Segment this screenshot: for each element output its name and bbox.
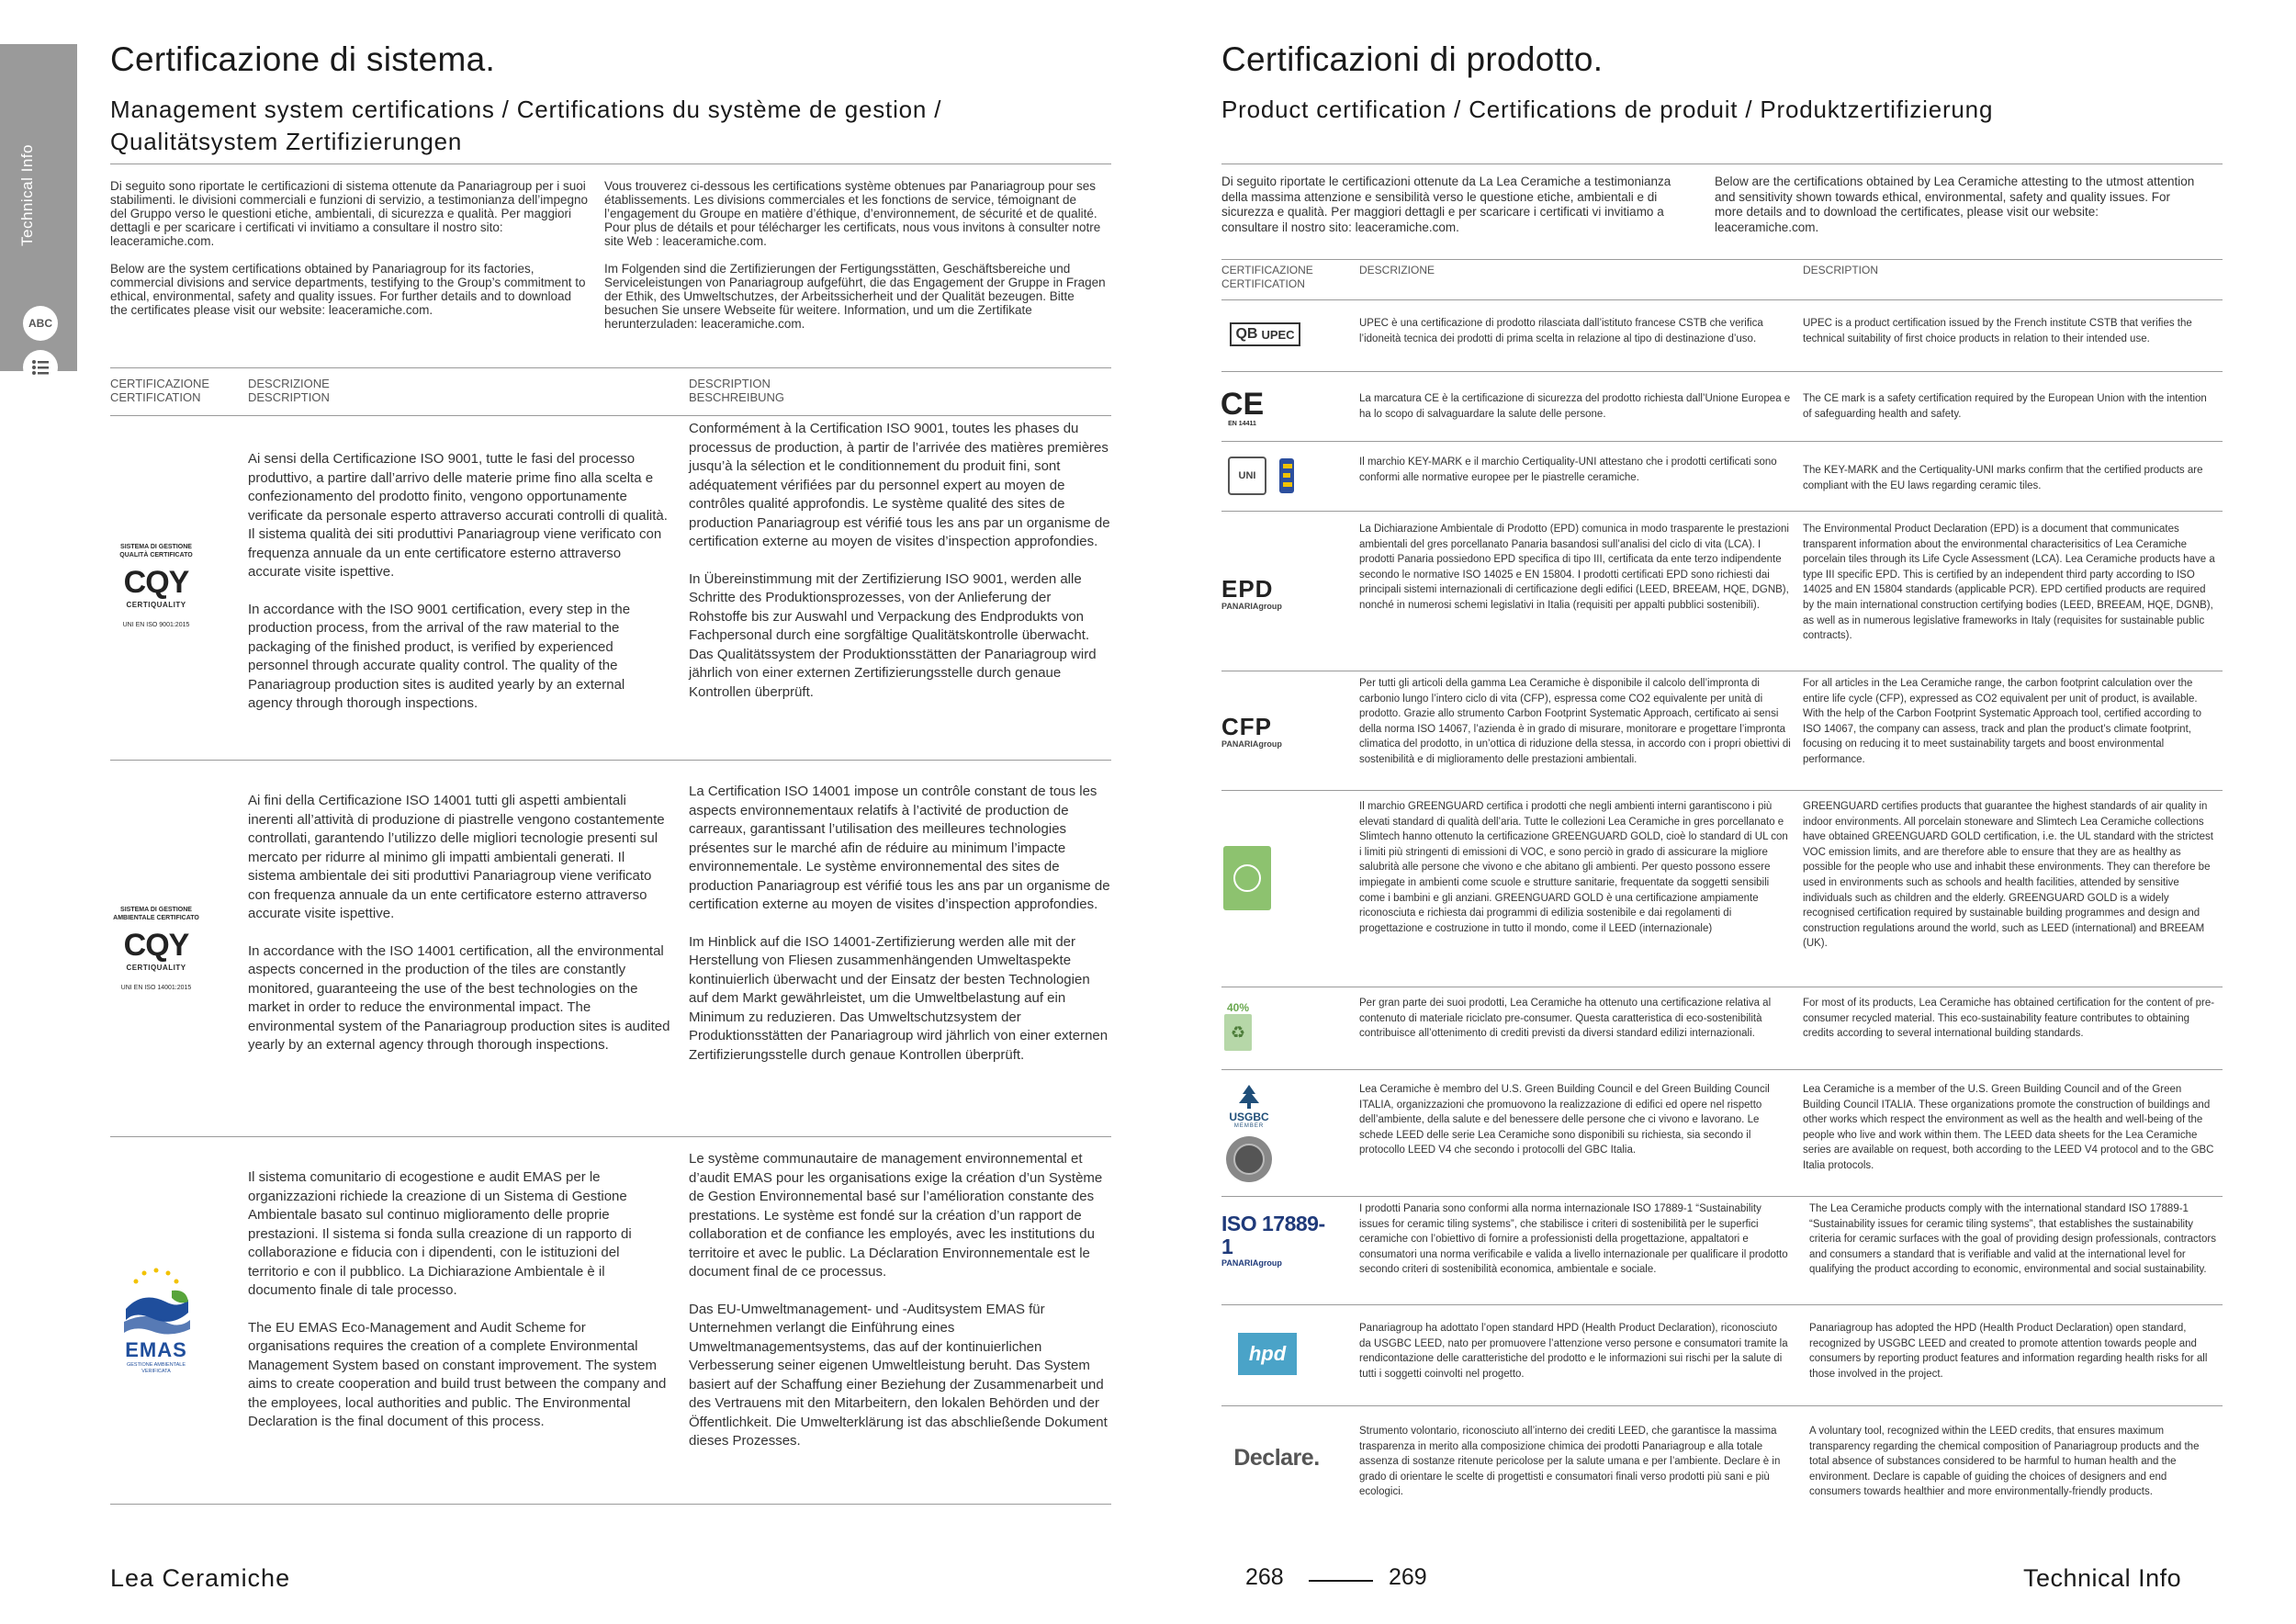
description-fr-de [689, 420, 1111, 720]
description-en: Panariagroup has adopted the HPD (Health Product Declaration) open standard, recognized by USGBC LEED and created to promote attention towards people and consumers by reporting product features and information regarding health risks for all those involved in the project. [1809, 1323, 2208, 1380]
greenguard-badge-icon [1223, 846, 1271, 910]
description-fr: Le système communautaire de management environnemental et d’audit EMAS pour les organisations exige la création d’un Système de Gestion Environnemental basé sur l’amélioration constante des prestations. Le système est fondé sur la création d’un rapport de collaboration et de confiance les employés, avec les institutions du territoire et avec le public. La Déclaration Environnementale est le document final de ce processus. [689, 1151, 1103, 1280]
column-header-certification [110, 377, 209, 404]
right-page [1221, 0, 2223, 1624]
description-en: For most of its products, Lea Ceramiche has obtained certification for the content of pre-consumer recycled material. This eco-sustainability feature contributes to obtaining credits according to several international building standards. [1803, 998, 2215, 1040]
usgbc-logo [1221, 1077, 1277, 1189]
cqy-mark: CQY [123, 927, 189, 963]
logo-standard: UNI EN ISO 9001:2015 [122, 621, 190, 628]
emas-flag-icon [115, 1265, 197, 1338]
column-header-text: CERTIFICATION [1221, 277, 1305, 290]
description-en: In accordance with the ISO 14001 certification, all the environmental aspects concerned in the production of the tiles are constantly monitored, guaranteeing the use of the best technologies on the market in order to reduce the environmental impact. The environmental system of the Panariagroup production sites is audited yearly by an external agency through thorough inspections. [248, 942, 670, 1053]
logo-sub: PANARIAgroup [1221, 602, 1282, 611]
certification-row-ce [1221, 371, 2223, 441]
subtitle-line-1: Management system certifications / Certifications du système de gestion / [110, 96, 942, 123]
intro-column-left [110, 179, 588, 331]
description-it: UPEC è una certificazione di prodotto rilasciata dall’istituto francese CSTB che verifica l’idoneità tecnica dei prodotti di prima scelta in relazione al tipo di destinazione d’uso. [1359, 318, 1763, 344]
ce-logo [1221, 382, 1263, 433]
certification-row-iso14001 [110, 760, 1111, 1136]
cfp-mark: CFP [1221, 713, 1272, 740]
description-fr: La Certification ISO 14001 impose un contrôle constant de tous les aspects environnementaux relatifs à l’activité de production de carreaux, garantissant l’utilisation des meilleures technologies présentes sur le marché afin de réduire au minimum l’impacte environnementale. Le système environnemental des sites de production Panariagroup est vérifié tous les ans par un organisme de certification externe au moyen de visites d’inspection approfondies. [689, 784, 1110, 912]
description-it: Panariagroup ha adottato l’open standard HPD (Health Product Declaration), riconosciuto da USGBC LEED, nato per promuovere l’attenzione verso persone e consumatori tramite la rendicontazione delle caratteristiche del prodotto e le informazioni sui rischi per la salute di tutti i soggetti coinvolti nel progetto. [1359, 1323, 1788, 1380]
uni-keymark-logo [1221, 454, 1304, 498]
divider [1221, 259, 2223, 260]
column-header-text: CERTIFICAZIONE [1221, 264, 1313, 276]
description-en: For all articles in the Lea Ceramiche range, the carbon footprint calculation over the entire life cycle (CFP), expressed as CO2 equivalent per unit of product, is available. With the help of the Carbon Footprint Systematic Approach tool, certified according to ISO 14067, the company can assess, track and plan the product’s climate footprint, focusing on reducing it to meet sustainability targets and boost environmental performance. [1803, 678, 2202, 765]
side-tab [0, 44, 77, 371]
description-it: Il marchio GREENGUARD certifica i prodotti che negli ambienti interni garantiscono i più elevati standard di qualità dell’aria. Tutte le collezioni Lea Ceramiche in gres porcellanato e Slimtech hanno ottenuto la certificazione GREENGUARD GOLD, cioè lo standard di UL con i limiti più stringenti di emissioni di VOC, e sono perciò in grado di assicurare la migliore salubrità alle persone che vivono e che abitano gli ambienti. Per questo possono essere impiegate in ambienti come scuole e strutture sanitarie, frequentate da soggetti sensibili come i bambini e gli anziani. GREENGUARD GOLD è una certificazione ampiamente riconosciuta e richiesta dai programmi di edilizia sostenibile e dai regolamenti di progettazione e costruzione in tutto il mondo, come il LEED (internazionale) [1359, 801, 1788, 934]
logo-standard: UNI EN ISO 14001:2015 [120, 984, 192, 991]
description-it-en [248, 450, 670, 732]
certification-row-hpd [1221, 1304, 2223, 1405]
logo-sub: PANARIAgroup [1221, 739, 1282, 749]
certification-row-epd [1221, 511, 2223, 671]
upec-mark: UPEC [1261, 327, 1295, 342]
cqy-mark: CQY [123, 564, 189, 600]
list-icon[interactable] [23, 350, 58, 385]
logo-sub: PANARIAgroup [1221, 1258, 1282, 1268]
footer-brand: Lea Ceramiche [110, 1564, 291, 1592]
description-en: The Lea Ceramiche products comply with the international standard ISO 17889-1 “Sustainability issues for ceramic tiling systems”, that establishes the sustainability criteria for ceramic surfaces with the goal of providing design professionals, contractors and consumers a standard that is verifiable and valid at the international level for qualifying the product according to economic, environmental and social sustainability. [1809, 1203, 2216, 1276]
emas-logo [110, 1256, 202, 1384]
declare-logo [1221, 1442, 1332, 1473]
page-number-left: 268 [1245, 1564, 1284, 1590]
description-en: In accordance with the ISO 9001 certification, every step in the production process, from the arrival of the raw material to the packaging of the finished product, is verified by experienced personnel through accurate quality control. The quality of the Panariagroup production sites is audited yearly by an external agency through thorough inspections. [248, 601, 631, 711]
column-header-description-fr [689, 377, 784, 404]
description-it: Ai fini della Certificazione ISO 14001 tutti gli aspetti ambientali inerenti all’attività di produzione di piastrelle vengono costantemente controllati, garantendo l’utilizzo delle migliori tecnologie presenti sul mercato per ridurre al minimo gli impatti ambientali generati. Il sistema ambientale dei siti produttivi Panariagroup viene verificato con frequenza annuale da un ente certificatore esterno attraverso accurate visite ispettive. [248, 793, 665, 921]
intro-it: Di seguito sono riportate le certificazioni di sistema ottenute da Panariagroup per i suoi stabilimenti. le divisioni commerciali e funzioni di servizio, a testimonianza dell’impegno del Gruppo verso le questioni etiche, ambientali, di sicurezza e qualità. Per maggiori dettagli e per scaricare i certificati vi invitiamo a consultare il nostro sito: leaceramiche.com. [110, 179, 588, 248]
recycle-icon: ♻ [1224, 1014, 1252, 1051]
description-it: I prodotti Panaria sono conformi alla norma internazionale ISO 17889-1 “Sustainability issues for ceramic tiling systems”, che stabilisce i criteri di sostenibilità per le superfici ceramiche con l’obiettivo di fornire a professionisti della progettazione, appaltatori e consumatori una norma verificabile e valida a livello internazionale per qualificare il prodotto secondo criteri di sostenibilità economica, ambientale e sociale. [1359, 1203, 1788, 1276]
description-it: Strumento volontario, riconosciuto all’interno dei crediti LEED, che garantisce la massima trasparenza in merito alla composizione chimica dei prodotti Panariagroup e alla totale assenza di sostanze ritenute pericolose per la salute umana e per l’ambiente. Declare è in grado di orientare le scelte di progettisti e consumatori finali verso prodotti più sani e più ecologici. [1359, 1426, 1781, 1498]
description-it: Lea Ceramiche è membro del U.S. Green Building Council e del Green Building Council ITALIA, organizzazioni che promuovono la realizzazione di edifici ed opere nel rispetto dell’ambiente, della salute e del benessere delle persone che ci vivono e lavorano. Le schede LEED delle serie Lea Ceramiche sono disponibili su richiesta, sia secondo il protocollo LEED V4 che secondo i protocolli del GBC Italia. [1359, 1084, 1770, 1156]
certification-row-upec [1221, 299, 2223, 371]
certiquality-logo [110, 535, 202, 636]
logo-sub: MEMBER [1233, 1123, 1265, 1129]
page-title: Certificazione di sistema. [110, 40, 496, 78]
epd-mark: EPD [1221, 575, 1274, 603]
column-header-text: DESCRIPTION [689, 377, 771, 390]
certification-row-iso17889 [1221, 1196, 2223, 1304]
intro-fr: Vous trouverez ci-dessous les certifications système obtenues par Panariagroup pour ses établissements. Les divisions commerciales et les fonctions de service, témoignant de l’engagement du Groupe en matière d’éthique, d’environnement, de sécurité et de qualité. Pour plus de détails et pour télécharger les certificats, nous vous invitons à consulter notre site Web : leaceramiche.com. [604, 179, 1101, 248]
cfp-logo [1221, 712, 1313, 750]
subtitle-line-2: Qualitätsystem Zertifizierungen [110, 128, 463, 155]
logo-caption: SISTEMA DI GESTIONE QUALITÀ CERTIFICATO [119, 543, 193, 558]
column-header-text: BESCHREIBUNG [689, 390, 785, 404]
description-it: Per tutti gli articoli della gamma Lea Ceramiche è disponibile il calcolo dell’impronta di carbonio lungo l’intero ciclo di vita (CFP), espressa come CO2 equivalente per unità di prodotto. Grazie allo strumento Carbon Footprint Systematic Approach, certificato ai sensi della norma ISO 14067, l’azienda è in grado di misurare, monitorare e progettare l’impronta climatica del prodotto, in un’ottica di riduzione della stessa, in accordo con i propri obiettivi di sostenibilità e di miglioramento delle prestazioni ambientali. [1359, 678, 1791, 765]
logo-sub: CERTIQUALITY [126, 963, 186, 972]
column-header-description: DESCRIZIONE [1359, 264, 1435, 276]
description-en: The KEY-MARK and the Certiquality-UNI marks confirm that the certified products are compliant with the EU laws regarding ceramic tiles. [1803, 465, 2203, 491]
column-header-text: DESCRIZIONE [248, 377, 330, 390]
description-it: La marcatura CE è la certificazione di sicurezza del prodotto richiesta dall’Unione Europea e ha lo scopo di salvaguardare la salute delle persone. [1359, 393, 1791, 420]
page-subtitle: Product certification / Certifications de produit / Produktzertifizierung [1221, 96, 1994, 123]
column-header-description-en: DESCRIPTION [1803, 264, 1879, 276]
column-header-text: CERTIFICAZIONE [110, 377, 210, 390]
description-en: A voluntary tool, recognized within the LEED credits, that ensures maximum transparency regarding the chemical composition of Panariagroup products and the total absence of substances considered to be harmful to human health and the environment. Declare is capable of guiding the choices of designers and end consumers towards healthier and more environmentally-friendly products. [1809, 1426, 2200, 1498]
gbc-italia-seal-icon [1226, 1136, 1272, 1182]
description-fr-de [689, 1150, 1111, 1470]
description-en: The CE mark is a safety certification required by the European Union with the intention of safeguarding health and safety. [1803, 393, 2207, 420]
side-tab-label: Technical Info [18, 144, 36, 246]
emas-mark: EMAS [125, 1338, 187, 1361]
footer-section: Technical Info [2023, 1564, 2182, 1592]
logo-sub: CERTIQUALITY [126, 600, 186, 609]
recycled-content-logo [1221, 998, 1255, 1054]
declare-mark: Declare. [1233, 1444, 1320, 1471]
divider [110, 367, 1111, 368]
description-en: UPEC is a product certification issued by the French institute CSTB that verifies the technical suitability of first choice products in relation to their intended use. [1803, 318, 2192, 344]
description-de: Im Hinblick auf die ISO 14001-Zertifizierung werden alle mit der Herstellung von Fliesen zusammenhängenden Umweltaspekte kontinuierlich überwacht und der Einsatz der besten Technologien auf dem Markt gewährleistet, um die Umweltbelastung auf ein Minimum zu reduzieren. Das Umweltschutzsystem der Produktionsstätten der Panariagroup wird jährlich von einer externen Zertifizierungsstelle durch genaue Kontrollen überprüft. [689, 933, 1109, 1063]
ce-mark: CE [1220, 387, 1265, 422]
description-en: The Environmental Product Declaration (EPD) is a document that communicates transparent information about the environmental characterisitics of Lea Ceramiche porcelain tiles through its Life Cycle Assessment (LCA). Lea Ceramiche products have a type III specific EPD. This is certified by an independent third party according to ISO 14025 and EN 15804 standards (applicable PCR). EPD certified products are required by the main international construction certifying bodies (LEED, BREEAM, HQE, DGNB), as well as in numerous legislative frameworks in Italy (requisites for sustainable public contracts). [1803, 524, 2215, 642]
certification-row-declare [1221, 1405, 2223, 1516]
certification-row-keymark [1221, 441, 2223, 511]
qb-mark-icon: QB [1235, 326, 1258, 342]
usgbc-leaf-icon [1233, 1083, 1265, 1111]
description-it: La Dichiarazione Ambientale di Prodotto (EPD) comunica in modo trasparente le prestazioni ambientali del gres porcellanato Panaria basandosi sull’analisi del ciclo di vita (LCA). I prodotti Panaria possiedono EPD specifica di tipo III, certificata da ente terzo indipendente secondo le normative ISO 14025 e EN 15804. I prodotti certificati EPD sono richiesti dai principali sistemi internazionali di certificazione degli edifici (LEED, BREEAM, HQE, DGNB), nonché in numerosi schemi legislativi in Italia (requisiti per appalti pubblici sostenibili). [1359, 524, 1789, 611]
greenguard-logo [1221, 843, 1272, 912]
certification-row-greenguard [1221, 790, 2223, 987]
page-number-divider [1309, 1580, 1373, 1582]
description-de: In Übereinstimmung mit der Zertifizierung ISO 9001, werden alle Schritte des Produktionsprozesses, von der Anlieferung der Rohstoffe bis zur Auswahl und Verpackung des Endprodukts von Fachpersonal durch eine sorgfältige Qualitätskontrolle überwacht. Das Qualitätssystem der Produktionsstätten der Panariagroup wird jährlich von einer externen Zertifizierungsstelle durch genaue Kontrollen überprüft. [689, 570, 1097, 700]
intro-en: Below are the system certifications obtained by Panariagroup for its factories, commercial divisions and service departments, testifying to the Group’s commitment to ethical, environmental, safety and quality issues. For further details and to download the certificates please visit our website: leaceramiche.com. [110, 262, 586, 317]
description-en: Lea Ceramiche is a member of the U.S. Green Building Council and of the Green Building Council ITALIA. These organizations promote the construction of buildings and other works which respect the environment as well as the health and well-being of the people who live and work within them. The LEED data sheets for the Lea Ceramiche series are available on request, both according to the LEED V4 protocol and to the GBC Italia protocols. [1803, 1084, 2214, 1171]
usgbc-mark: USGBC [1229, 1111, 1269, 1123]
page-title: Certificazioni di prodotto. [1221, 40, 1604, 78]
column-header-certification [1221, 264, 1313, 291]
certiquality-logo [110, 897, 202, 998]
description-it: Il sistema comunitario di ecogestione e audit EMAS per le organizzazioni richiede la creazione di un Sistema di Gestione Ambientale basato sul continuo miglioramento delle proprie prestazioni. Il sistema si fonda sulla creazione di un rapporto di collaborazione e fiducia con i dipendenti, con le istituzioni del territorio e con il pubblico. La Dichiarazione Ambientale è il documento finale di tale processo. [248, 1169, 632, 1298]
keymark-icon [1276, 457, 1298, 495]
description-it-en [248, 1168, 670, 1450]
column-header-text: CERTIFICATION [110, 390, 201, 404]
iso17889-mark: ISO 17889-1 [1221, 1212, 1325, 1258]
logo-standard: EN 14411 [1228, 421, 1256, 427]
description-de: Das EU-Umweltmanagement- und -Auditsystem EMAS für Unternehmen verlangt die Einführung eines Umweltmanagementsystems, das auf der kontinuierlichen Verbesserung seiner eigenen Umweltleistung beruht. Das System basiert auf der Schaffung einer Beziehung der Zusammenarbeit und des Vertrauens mit den Mitarbeitern, den lokalen Behörden und der Öffentlichkeit. Die Umwelterklärung ist das abschließende Dokument dieses Prozesses. [689, 1301, 1108, 1449]
description-fr-de [689, 783, 1111, 1083]
logo-standard: GESTIONE AMBIENTALE VERIFICATA [126, 1362, 186, 1374]
uni-mark: UNI [1228, 457, 1266, 495]
description-it-en [248, 792, 670, 1074]
page-number-right: 269 [1389, 1564, 1427, 1590]
certification-row-recycled [1221, 987, 2223, 1069]
description-it: Per gran parte dei suoi prodotti, Lea Ceramiche ha ottenuto una certificazione relativa al contenuto di materiale riciclato pre-consumer. Questa caratteristica di eco-sostenibilità contribuisce all’ottenimento di crediti previsti da diversi standard edilizi internazionali. [1359, 998, 1772, 1040]
epd-logo [1221, 573, 1313, 614]
divider [110, 1504, 1111, 1505]
recycled-percentage: 40% [1226, 1001, 1250, 1014]
certification-row-usgbc [1221, 1069, 2223, 1196]
description-it: Il marchio KEY-MARK e il marchio Certiquality-UNI attestano che i prodotti certificati sono conformi alle normative europee per le piastrelle ceramiche. [1359, 457, 1777, 483]
intro-it: Di seguito riportate le certificazioni ottenute da La Lea Ceramiche a testimonianza della massima attenzione e sensibilità verso le questione etiche, ambientali e di sicurezza e qualità. Per maggiori dettagli e per scaricare i certificati vi invitiamo a consultare il nostro sito: leaceramiche.com. [1221, 175, 1671, 234]
description-it: Ai sensi della Certificazione ISO 9001, tutte le fasi del processo produttivo, a partire dall’arrivo delle materie prime fino alla scelta e confezionamento del prodotto finito, vengono opportunamente verificate da personale esperto attraverso accurati controlli di qualità. Il sistema qualità dei siti produttivi Panariagroup viene verificato con frequenza annuale da un ente certificatore esterno attraverso accurate visite ispettive. [248, 451, 668, 580]
certification-row-iso9001 [110, 415, 1111, 760]
upec-logo [1221, 316, 1309, 353]
hpd-logo [1235, 1330, 1300, 1378]
intro-column-right [604, 179, 1111, 344]
column-header-description-it [248, 377, 330, 404]
hpd-mark: hpd [1238, 1333, 1297, 1375]
abc-badge-icon[interactable]: ABC [23, 306, 58, 341]
column-header-text: DESCRIPTION [248, 390, 330, 404]
left-page [110, 0, 1111, 1624]
certification-row-cfp [1221, 671, 2223, 790]
description-en: The EU EMAS Eco-Management and Audit Scheme for organisations requires the creation of a complete Environmental Management System based on constant improvement. The system aims to create cooperation and build trust between the company and the employees, local authorities and public. The Environmental Declaration is the final document of this process. [248, 1319, 667, 1429]
iso17889-logo [1221, 1212, 1327, 1268]
page-subtitle [110, 94, 941, 158]
logo-caption: SISTEMA DI GESTIONE AMBIENTALE CERTIFICATO [113, 906, 199, 921]
description-en: GREENGUARD certifies products that guarantee the highest standards of air quality in indoor environments. All porcelain stoneware and Slimtech Lea Ceramiche collections have obtained GREENGUARD GOLD certification, i.e. the UL standard with the strictest VOC emission limits, and are therefore able to ensure that they are as healthy as possible for the people who use and inhabit these environments. They can therefore be used in environments such as schools and health facilities, attended by sensitive individuals such as children and the elderly. GREENGUARD GOLD is a widely recognised certification required by sustainable building programmes and design and construction regulations around the world, such as LEED (international) and BREEAM (UK). [1803, 801, 2213, 950]
intro-en: Below are the certifications obtained by Lea Ceramiche attesting to the utmost attention and sensitivity shown towards ethical, environmental, safety and quality issues. For more details and to download the certificates, please visit our website: leaceramiche.com. [1715, 175, 2195, 234]
certification-row-emas [110, 1136, 1111, 1504]
intro-de: Im Folgenden sind die Zertifizierungen der Fertigungsstätten, Geschäftsbereiche und Serviceleistungen von Panariagroup aufgeführt, die das Engagement der Gruppe in Fragen der Ethik, des Umweltschutzes, der Arbeitssicherheit und der Qualität bezeugen. Bitte besuchen Sie unsere Webseite für weitere. Information, und um die Zertifikate herunterzuladen: leaceramiche.com. [604, 262, 1106, 331]
description-fr: Conformément à la Certification ISO 9001, toutes les phases du processus de production, à partir de l’arrivée des matières premières jusqu’à la sélection et le conditionnement du produit fini, sont adéquatement vérifiées par du personnel expert au moyen de contrôles qualité approfondis. Le système qualité des sites de production Panariagroup est vérifié tous les ans par un organisme de certification externe au moyen de visites d’inspection approfondies. [689, 421, 1110, 549]
